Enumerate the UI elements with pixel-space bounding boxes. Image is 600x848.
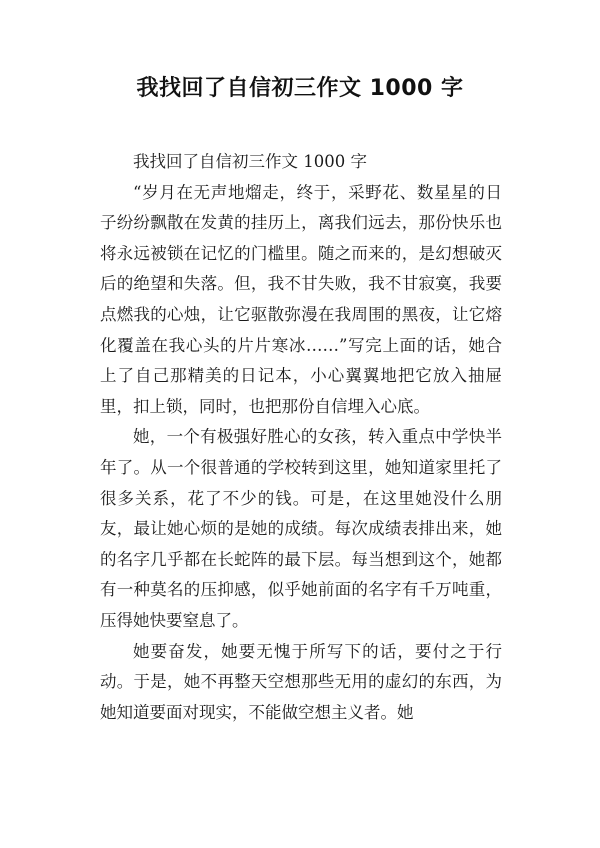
article-body (100, 147, 502, 728)
paragraph-3: 她要奋发，她要无愧于所写下的话，要付之于行动。于是，她不再整天空想那些无用的虚幻的东西，为她知道要面对现实，不能做空想主义者。她 (100, 641, 502, 722)
paragraph-2: 她，一个有极强好胜心的女孩，转入重点中学快半年了。从一个很普通的学校转到这里，她知道家里托了很多关系，花了不少的钱。可是，在这里她没什么朋友，最让她心烦的是她的成绩。每次成绩表排出来，她的名字几乎都在长蛇阵的最下层。每当想到这个，她都有一种莫名的压抑感，似乎她前面的名字有千万吨重，压得她快要窒息了。 (100, 427, 502, 630)
page-title: 我找回了自信初三作文 1000 字 (136, 76, 464, 101)
paragraph-1: “岁月在无声地熘走，终于，采野花、数星星的日子纷纷飘散在发黄的挂历上，离我们远去，那份快乐也将永远被锁在记忆的门槛里。随之而来的，是幻想破灭后的绝望和失落。但，我不甘失败，我不甘寂寞，我要点燃我的心烛，让它驱散弥漫在我周围的黑夜，让它熔化覆盖在我心头的片片寒冰……”写完上面的话，她合上了自己那精美的日记本，小心翼翼地把它放入抽屉里，扣上锁，同时，也把那份自信埋入心底。 (100, 182, 502, 416)
article-subtitle: 我找回了自信初三作文 1000 字 (133, 152, 367, 171)
